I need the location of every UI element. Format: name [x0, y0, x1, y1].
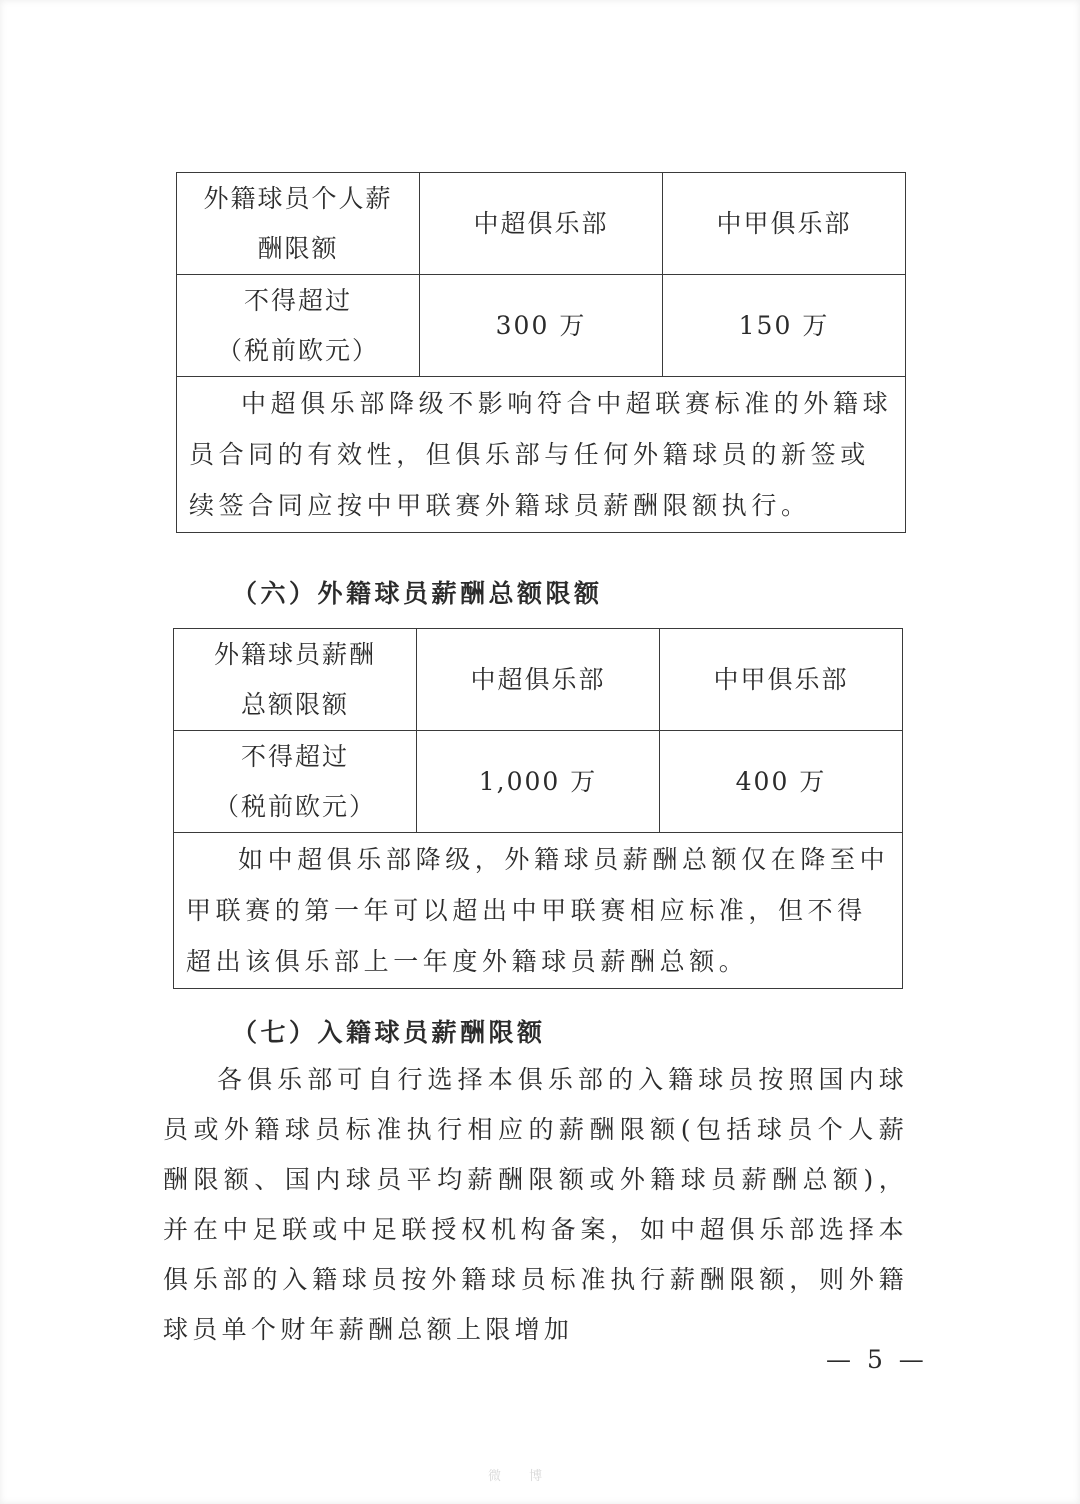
section-heading-seven: （七）入籍球员薪酬限额	[232, 1018, 546, 1047]
league-one-value-cell: 400 万	[660, 731, 903, 833]
table-header-row	[174, 629, 903, 731]
league-one-header-cell: 中甲俱乐部	[660, 629, 903, 731]
cap-label-line1: 不得超过	[240, 741, 349, 771]
cap-label-line2: （税前欧元）	[213, 791, 376, 821]
personal-limit-note: 中超俱乐部降级不影响符合中超联赛标准的外籍球员合同的有效性，但俱乐部与任何外籍球员的新签或续签合同应按中甲联赛外籍球员薪酬限额执行。	[177, 377, 906, 533]
note-row	[177, 377, 906, 533]
limit-label-line2: 总额限额	[240, 689, 349, 719]
csl-value-cell: 300 万	[420, 275, 663, 377]
table-row	[174, 731, 903, 833]
limit-label: 外籍球员个人薪酬限额	[203, 183, 393, 263]
cap-label-line2: （税前欧元）	[216, 335, 379, 365]
cap-label-line1: 不得超过	[243, 285, 352, 315]
note-row	[174, 833, 903, 989]
csl-header-cell: 中超俱乐部	[420, 173, 663, 275]
cap-label-cell	[177, 275, 420, 377]
csl-value-cell: 1,000 万	[417, 731, 660, 833]
page-number: — 5 —	[826, 1345, 928, 1374]
naturalized-player-paragraph: 各俱乐部可自行选择本俱乐部的入籍球员按照国内球员或外籍球员标准执行相应的薪酬限额(包括球员个人薪酬限额、国内球员平均薪酬限额或外籍球员薪酬总额)，并在中足联或中足联授权机构备案，如中超俱乐部选择本俱乐部的入籍球员按外籍球员标准执行薪酬限额，则外籍球员单个财年薪酬总额上限增加	[163, 1065, 908, 1344]
total-salary-limit-table	[173, 628, 903, 989]
section-heading-six: （六）外籍球员薪酬总额限额	[232, 579, 603, 608]
total-limit-note: 如中超俱乐部降级，外籍球员薪酬总额仅在降至中甲联赛的第一年可以超出中甲联赛相应标准，但不得超出该俱乐部上一年度外籍球员薪酬总额。	[174, 833, 903, 989]
league-one-header-cell: 中甲俱乐部	[663, 173, 906, 275]
limit-label-cell	[174, 629, 417, 731]
limit-label-line1: 外籍球员薪酬	[213, 639, 376, 669]
cap-label-cell	[174, 731, 417, 833]
table-header-row	[177, 173, 906, 275]
watermark: 微 博	[488, 1469, 555, 1484]
league-one-value-cell: 150 万	[663, 275, 906, 377]
table-row	[177, 275, 906, 377]
limit-label-cell	[177, 173, 420, 275]
csl-header-cell: 中超俱乐部	[417, 629, 660, 731]
personal-salary-limit-table	[176, 172, 906, 533]
